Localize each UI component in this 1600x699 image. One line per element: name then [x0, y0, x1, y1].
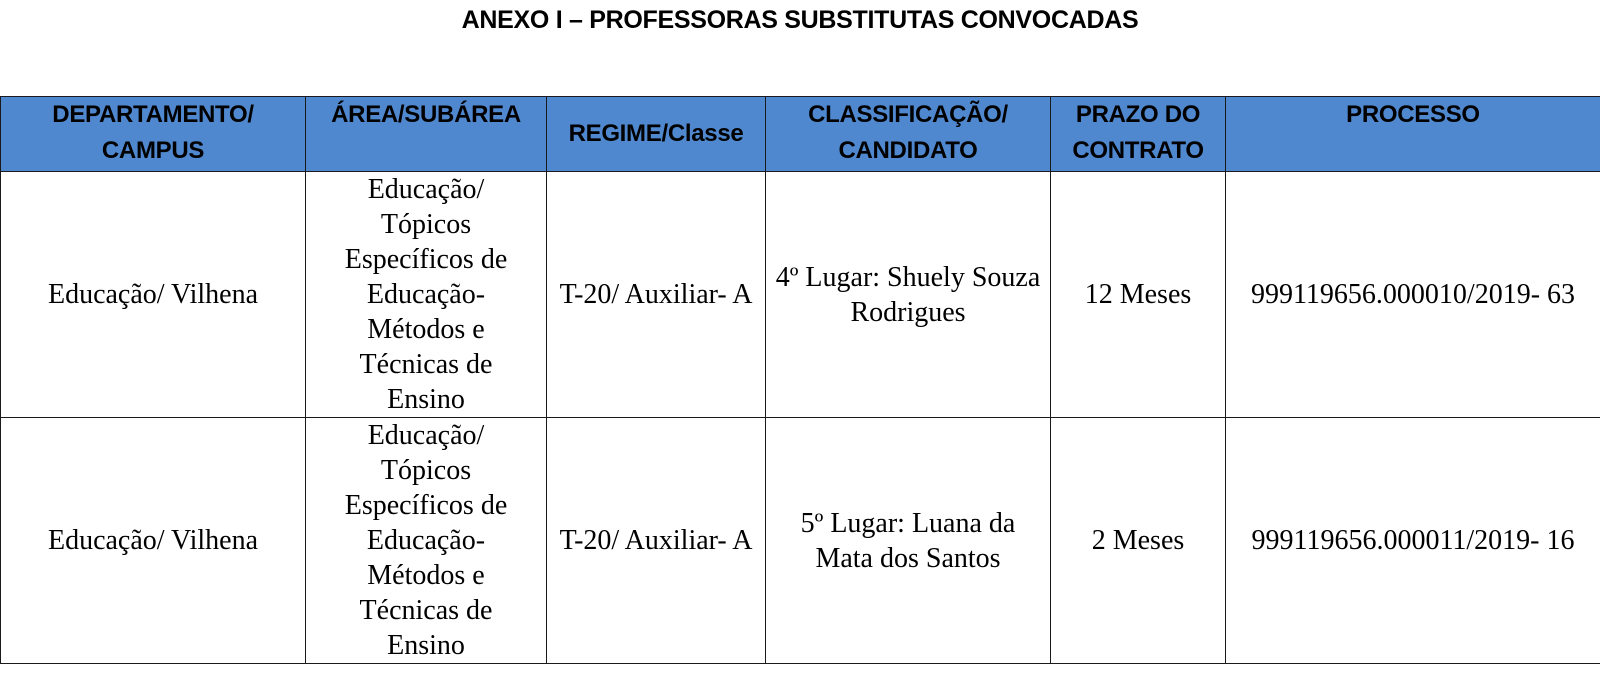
- cell-regime: T-20/ Auxiliar- A: [547, 418, 766, 664]
- header-area: ÁREA/SUBÁREA: [306, 97, 547, 172]
- cell-processo: 999119656.000010/2019- 63: [1226, 172, 1600, 418]
- table-header-row: [1, 97, 1600, 172]
- document-title: ANEXO I – PROFESSORAS SUBSTITUTAS CONVOCADAS: [461, 6, 1139, 34]
- table-row: [1, 418, 1600, 664]
- cell-area: Educação/ Tópicos Específicos de Educação- Métodos e Técnicas de Ensino: [306, 418, 547, 664]
- header-classificacao: CLASSIFICAÇÃO/ CANDIDATO: [766, 97, 1051, 172]
- cell-prazo: 12 Meses: [1051, 172, 1226, 418]
- header-regime: REGIME/Classe: [547, 97, 766, 172]
- cell-processo: 999119656.000011/2019- 16: [1226, 418, 1600, 664]
- header-prazo: PRAZO DO CONTRATO: [1051, 97, 1226, 172]
- cell-classificacao: 4º Lugar: Shuely Souza Rodrigues: [766, 172, 1051, 418]
- convocadas-table: [0, 96, 1600, 664]
- header-departamento: DEPARTAMENTO/ CAMPUS: [1, 97, 306, 172]
- cell-prazo: 2 Meses: [1051, 418, 1226, 664]
- cell-classificacao: 5º Lugar: Luana da Mata dos Santos: [766, 418, 1051, 664]
- cell-regime: T-20/ Auxiliar- A: [547, 172, 766, 418]
- header-processo: PROCESSO: [1226, 97, 1600, 172]
- cell-departamento: Educação/ Vilhena: [1, 418, 306, 664]
- table-row: [1, 172, 1600, 418]
- cell-area: Educação/ Tópicos Específicos de Educação- Métodos e Técnicas de Ensino: [306, 172, 547, 418]
- cell-departamento: Educação/ Vilhena: [1, 172, 306, 418]
